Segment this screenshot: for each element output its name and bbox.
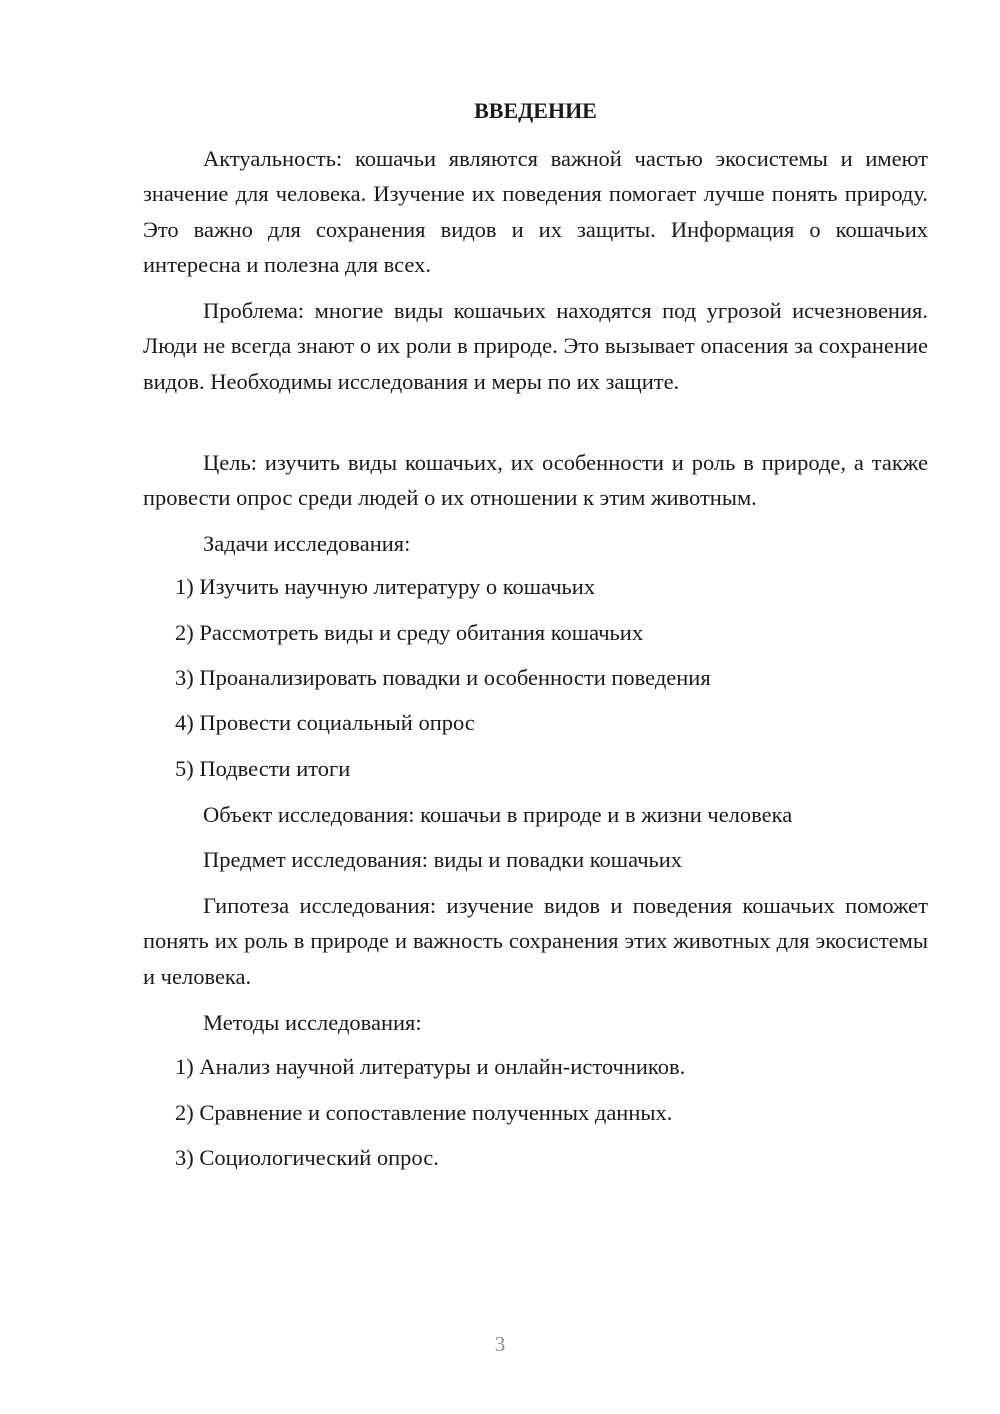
page-title: ВВЕДЕНИЕ [474, 98, 597, 123]
tasks-heading: Задачи исследования: [203, 531, 411, 556]
task-item: 2) Рассмотреть виды и среду обитания кошачьих [175, 620, 644, 645]
task-item: 3) Проанализировать повадки и особенности поведения [175, 665, 711, 690]
problem-paragraph: Проблема: многие виды кошачьих находятся под угрозой исчезновения. Люди не всегда знают о их роли в природе. Это вызывает опасения за сохранение видов. Необходимы исследования и меры по их защите. [143, 298, 928, 394]
task-item: 5) Подвести итоги [175, 756, 351, 781]
relevance-paragraph: Актуальность: кошачьи являются важной частью экосистемы и имеют значение для человека. Изучение их поведения помогает лучше понять природу. Это важно для сохранения видов и их защиты. Информация о кошачьих интересна и полезна для всех. [143, 146, 928, 277]
methods-heading: Методы исследования: [203, 1010, 422, 1035]
hypothesis-paragraph: Гипотеза исследования: изучение видов и поведения кошачьих поможет понять их роль в природе и важность сохранения этих животных для экосистемы и человека. [143, 893, 928, 989]
research-object: Объект исследования: кошачьи в природе и в жизни человека [203, 802, 793, 827]
goal-paragraph: Цель: изучить виды кошачьих, их особенности и роль в природе, а также провести опрос среди людей о их отношении к этим животным. [143, 450, 928, 511]
page-number: 3 [494, 1332, 506, 1356]
method-item: 1) Анализ научной литературы и онлайн-источников. [175, 1054, 686, 1079]
method-item: 3) Социологический опрос. [175, 1145, 439, 1170]
method-item: 2) Сравнение и сопоставление полученных данных. [175, 1100, 673, 1125]
task-item: 1) Изучить научную литературу о кошачьих [175, 574, 596, 599]
task-item: 4) Провести социальный опрос [175, 710, 475, 735]
research-subject: Предмет исследования: виды и повадки кошачьих [203, 847, 683, 872]
